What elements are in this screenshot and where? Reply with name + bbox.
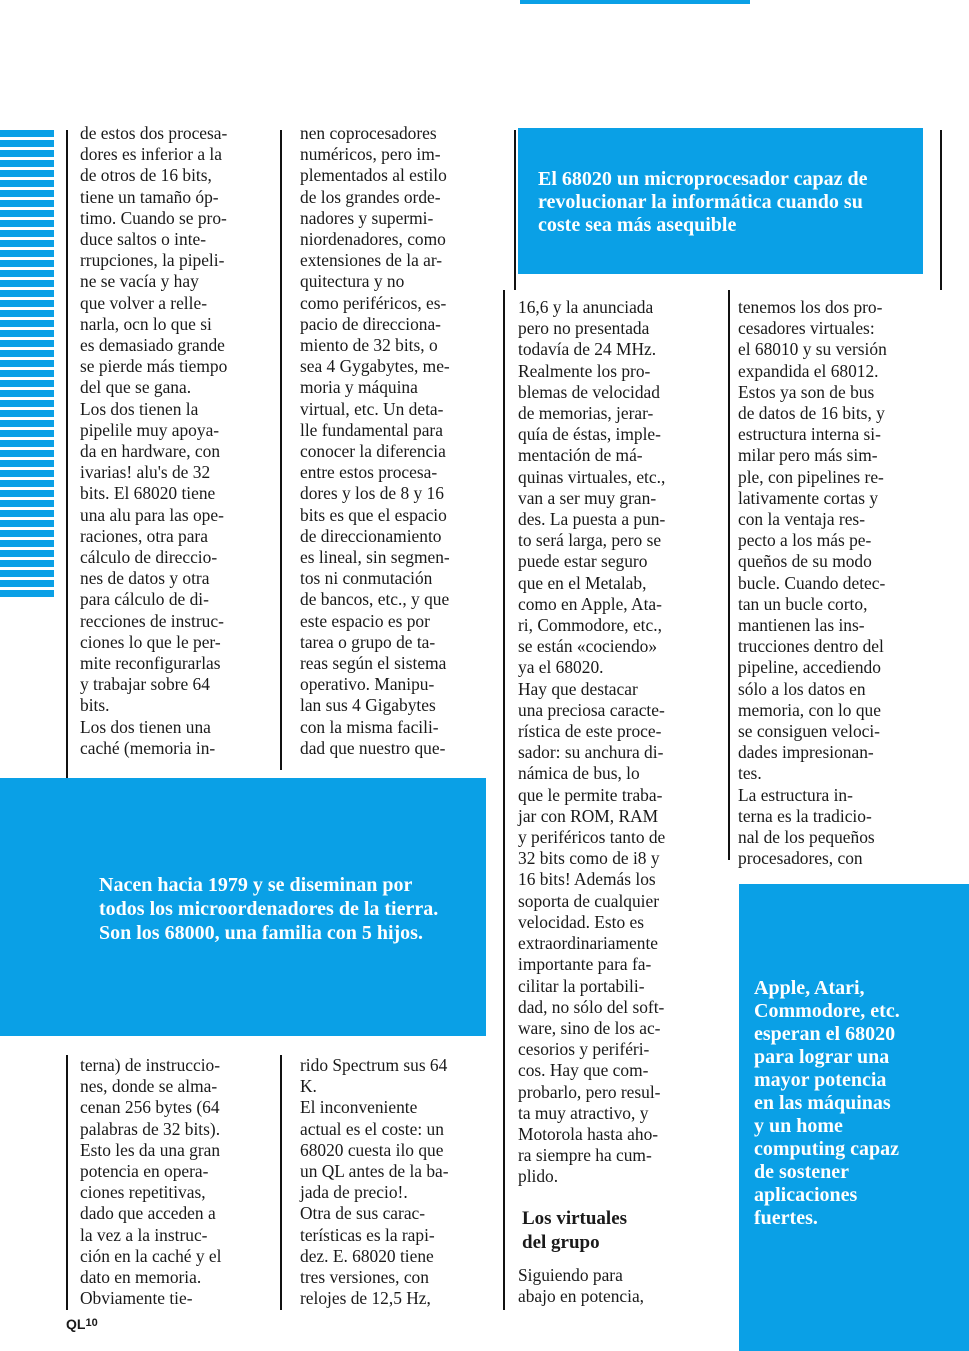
callout-top-text: El 68020 un microprocesador capaz de revolucionar la informática cuando su coste sea más asequible (538, 168, 868, 236)
ql-logo: QL (66, 1316, 86, 1332)
column-1-continued: terna) de instruccio- nes, donde se alma- cenan 256 bytes (64 palabras de 32 bits). Esto les da una gran potencia en opera- ciones repetitivas, dado que acceden a la vez a la instruc- ción en la caché y el dato en memoria. Obviamente tie- (80, 1055, 222, 1309)
column-rule (940, 130, 942, 290)
callout-middle-text: Nacen hacia 1979 y se diseminan por todos los microordenadores de la tierra. Son los 68000, una familia con 5 hijos. (99, 874, 439, 944)
top-strip (520, 0, 750, 4)
page-footer (66, 1316, 98, 1332)
column-rule (66, 130, 68, 780)
column-4-text: tenemos los dos pro- cesadores virtuales: el 68010 y su versión expandida el 68012. Estos ya son de bus de datos de 16 bits, y estructura interna si- milar pero más sim- ple, con pipelines re- lativamente cortas y con la ventaja res- pecto a los más pe- queños de su modo bucle. Cuando detec- tan un bucle corto, mantienen las ins- trucciones dentro del pipeline, accediendo sólo a los datos en memoria, con lo que se consiguen veloci- dades impresionan- tes. La estructura in- terna es la tradicio- nal de los pequeños procesadores, con (738, 297, 887, 869)
column-rule (514, 130, 516, 290)
column-rule (280, 130, 282, 770)
column-1-text: de estos dos procesa- dores es inferior a la de otros de 16 bits, tiene un tamaño óp- timo. Cuando se pro- duce saltos o inte- rrupciones, la pipeli- ne se vacía y hay que volver a relle- narla, ocn lo que si es demasiado grande se pierde más tiempo del que se gana. Los dos tienen la pipelile muy apoya- da en hardware, con ivarias! alu's de 32 bits. El 68020 tiene una alu para las ope- raciones, otra para cálculo de direccio- nes de datos y otra para cálculo de di- recciones de instruc- ciones lo que le per- mite reconfigurarlas y trabajar sobre 64 bits. Los dos tienen una caché (memoria in- (80, 123, 228, 758)
page-number: 10 (85, 1317, 98, 1329)
column-2-text: nen coprocesadores numéricos, pero im- plementados al estilo de los grandes orde- nadores y supermi- niordenadores, como extensiones de la ar- quitectura y no como periféricos, es- pacio de direcciona- miento de 32 bits, o sea 4 Gygabytes, me- moria y máquina virtual, etc. Un deta- lle fundamental para conocer la diferencia entre estos procesa- dores y los de 8 y 16 bits es que el espacio de direccionamiento es lineal, sin segmen- tos ni conmutación de bancos, etc., y que este espacio es por tarea o grupo de ta- reas según el sistema operativo. Manipu- lan sus 4 Gigabytes con la misma facili- dad que nuestro que- (300, 123, 450, 758)
callout-side-text: Apple, Atari, Commodore, etc. esperan el 68020 para lograr una mayor potencia en las máquinas y un home computing capaz de sostener aplicaciones fuertes. (754, 977, 900, 1229)
section-heading: Los virtuales del grupo (522, 1208, 628, 1253)
column-rule (503, 290, 505, 1310)
margin-stripes (0, 130, 54, 598)
column-3-text: 16,6 y la anunciada pero no presentada todavía de 24 MHz. Realmente los pro- blemas de velocidad de memorias, jerar- quía de éstas, imple- mentación de má- quinas virtuales, etc., van a ser muy gran- des. La puesta a pun- to será larga, pero se puede estar seguro que en el Metalab, como en Apple, Ata- ri, Commodore, etc., se están «cociendo» ya el 68020. Hay que destacar una preciosa caracte- rística de este proce- sador: su anchura di- námica de bus, lo que le permite traba- jar con ROM, RAM y periféricos tanto de 32 bits como de i8 y 16 bits! Además los soporta de cualquier velocidad. Esto es extraordinariamente importante para fa- cilitar la portabili- dad, no sólo del soft- ware, sino de los ac- cesorios y periféri- cos. Hay que com- probarlo, pero resul- ta muy atractivo, y Motorola hasta aho- ra siempre ha cum- plido. (518, 297, 666, 1187)
column-2-continued: rido Spectrum sus 64 K. El inconveniente actual es el coste: un 68020 cuesta ilo que un QL antes de la ba- jada de precio!. Otra de sus carac- terísticas es la rapi- dez. E. 68020 tiene tres versiones, con relojes de 12,5 Hz, (300, 1055, 449, 1309)
column-rule (728, 290, 730, 860)
column-rule (66, 1055, 68, 1310)
column-3-continued: Siguiendo para abajo en potencia, (518, 1265, 645, 1307)
column-rule (280, 1055, 282, 1310)
